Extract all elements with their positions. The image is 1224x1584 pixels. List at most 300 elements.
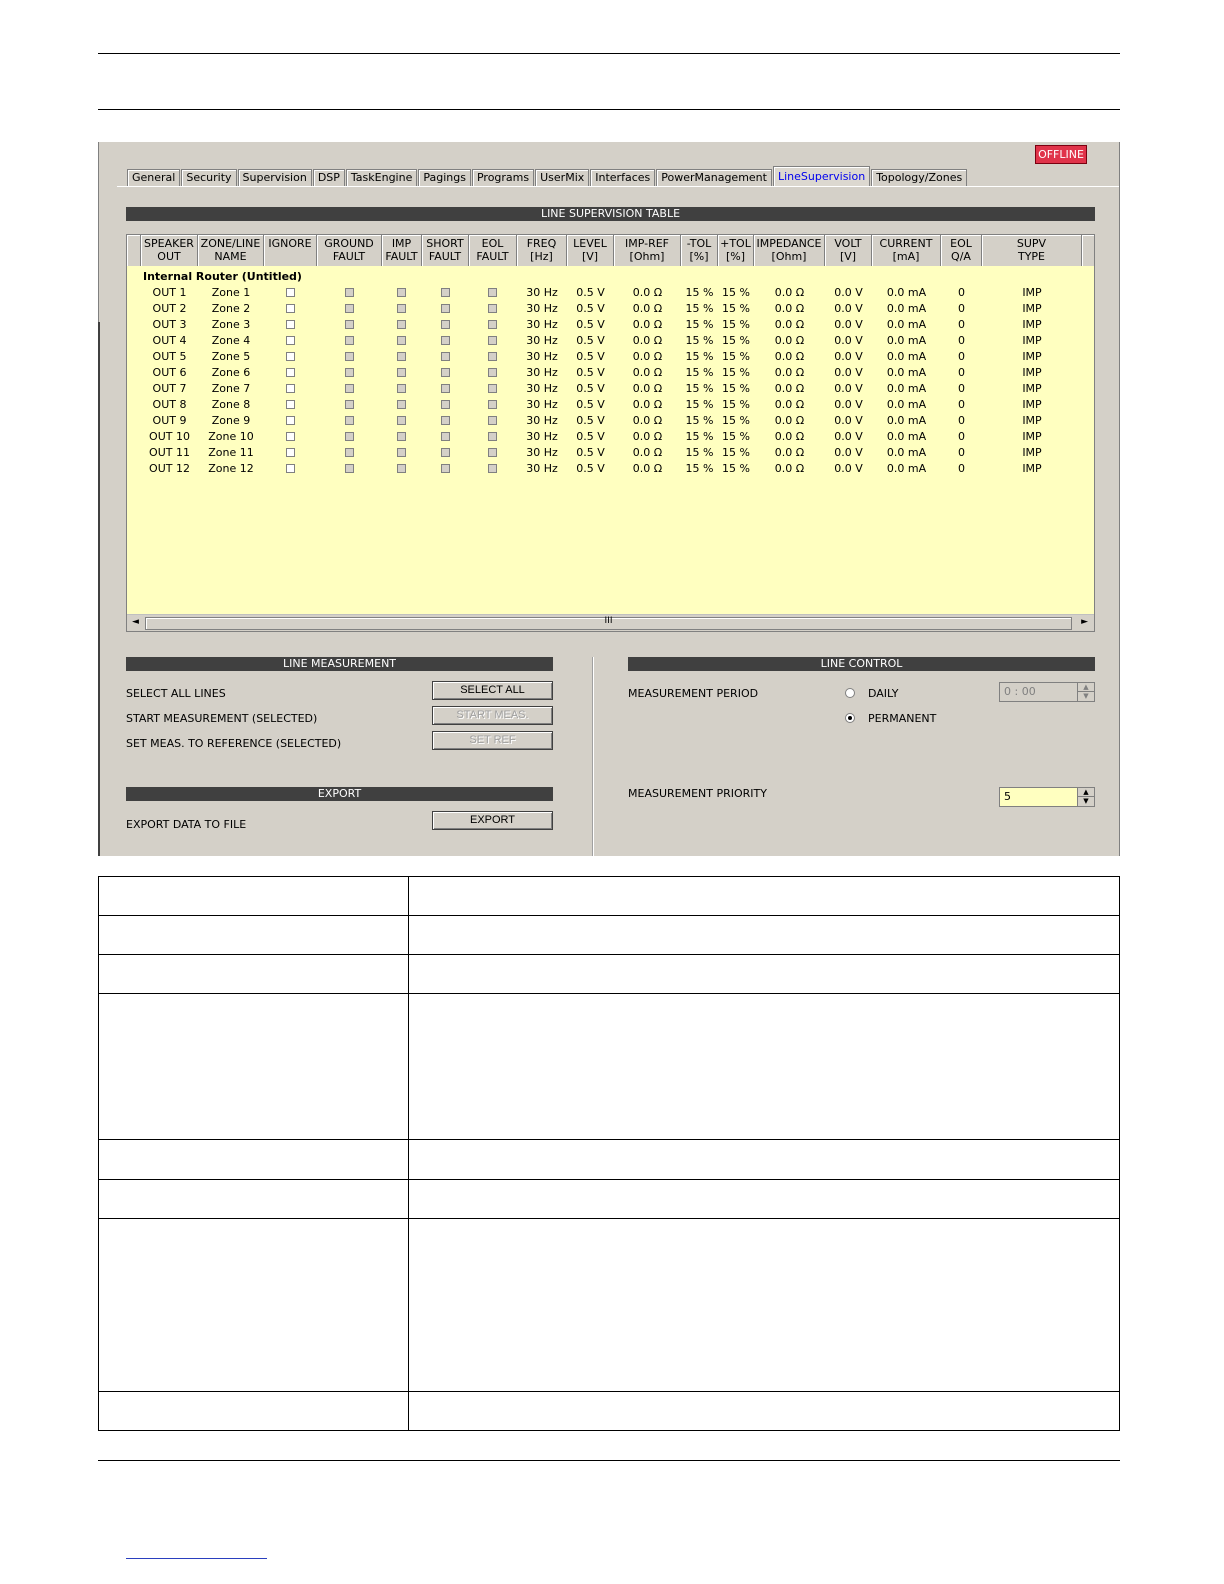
eol-qa-cell: 0 — [958, 430, 965, 443]
eol-qa-cell: 0 — [958, 350, 965, 363]
imp-ref-cell: 0.0 Ω — [632, 446, 663, 459]
tab-underline — [117, 186, 1119, 187]
tab-usermix[interactable]: UserMix — [535, 169, 589, 186]
doc-cell — [99, 916, 409, 955]
time-spin-buttons[interactable] — [1077, 683, 1094, 701]
level-cell: 0.5 V — [576, 302, 605, 315]
ignore-checkbox[interactable] — [286, 400, 295, 409]
eol-fault-checkbox — [488, 448, 497, 457]
volt-cell: 0.0 V — [834, 302, 863, 315]
export-title: EXPORT — [126, 787, 553, 801]
doc-cell — [99, 955, 409, 994]
short-fault-checkbox — [441, 368, 450, 377]
eol-fault-checkbox — [488, 384, 497, 393]
imp-fault-checkbox — [397, 352, 406, 361]
scroll-right-icon[interactable]: ► — [1081, 617, 1088, 627]
imp-ref-cell: 0.0 Ω — [632, 302, 663, 315]
freq-cell: 30 Hz — [526, 382, 558, 395]
column-header[interactable]: SUPV TYPE — [982, 235, 1082, 266]
short-fault-checkbox — [441, 448, 450, 457]
freq-cell: 30 Hz — [526, 446, 558, 459]
speaker-out-cell: OUT 3 — [152, 318, 187, 331]
tab-pagings[interactable]: Pagings — [418, 169, 471, 186]
table-row[interactable] — [127, 397, 1094, 413]
minus-tol-cell: 15 % — [685, 302, 714, 315]
imp-fault-checkbox — [397, 320, 406, 329]
imp-fault-checkbox — [397, 432, 406, 441]
minus-tol-cell: 15 % — [685, 286, 714, 299]
level-cell: 0.5 V — [576, 430, 605, 443]
table-row[interactable] — [127, 429, 1094, 445]
measurement-period-label: MEASUREMENT PERIOD — [628, 687, 759, 700]
column-header[interactable]: EOL Q/A — [941, 235, 982, 266]
doc-cell — [409, 955, 1120, 994]
level-cell: 0.5 V — [576, 350, 605, 363]
supv-type-cell: IMP — [1022, 398, 1042, 411]
speaker-out-cell: OUT 2 — [152, 302, 187, 315]
volt-cell: 0.0 V — [834, 414, 863, 427]
plus-tol-cell: 15 % — [722, 414, 750, 427]
imp-ref-cell: 0.0 Ω — [632, 430, 663, 443]
doc-row — [99, 994, 1120, 1140]
permanent-label: PERMANENT — [868, 712, 937, 725]
doc-cell — [409, 1392, 1120, 1431]
tab-dsp[interactable]: DSP — [313, 169, 345, 186]
top-rule-1 — [98, 53, 1120, 54]
zone-name-cell: Zone 5 — [211, 350, 251, 363]
imp-fault-checkbox — [397, 416, 406, 425]
impedance-cell: 0.0 Ω — [774, 462, 805, 475]
zone-name-cell: Zone 8 — [211, 398, 251, 411]
minus-tol-cell: 15 % — [685, 382, 714, 395]
impedance-cell: 0.0 Ω — [774, 286, 805, 299]
ground-fault-checkbox — [345, 416, 354, 425]
short-fault-checkbox — [441, 416, 450, 425]
freq-cell: 30 Hz — [526, 430, 558, 443]
daily-radio[interactable] — [845, 688, 855, 698]
freq-cell: 30 Hz — [526, 366, 558, 379]
doc-cell — [99, 1392, 409, 1431]
scrollbar-thumb[interactable] — [145, 617, 1072, 630]
tab-bar — [127, 169, 968, 187]
eol-fault-checkbox — [488, 464, 497, 473]
impedance-cell: 0.0 Ω — [774, 302, 805, 315]
documentation-table — [98, 876, 1120, 1431]
set-reference-label: SET MEAS. TO REFERENCE (SELECTED) — [126, 737, 342, 750]
ignore-checkbox[interactable] — [286, 432, 295, 441]
plus-tol-cell: 15 % — [722, 286, 750, 299]
daily-label: DAILY — [868, 687, 899, 700]
imp-ref-cell: 0.0 Ω — [632, 318, 663, 331]
spin-up-icon[interactable]: ▲ — [1078, 683, 1094, 692]
imp-fault-checkbox — [397, 336, 406, 345]
supv-type-cell: IMP — [1022, 366, 1042, 379]
scroll-grip: III — [604, 616, 613, 626]
plus-tol-cell: 15 % — [722, 334, 750, 347]
plus-tol-cell: 15 % — [722, 446, 750, 459]
priority-value: 5 — [1004, 790, 1011, 803]
volt-cell: 0.0 V — [834, 446, 863, 459]
short-fault-checkbox — [441, 288, 450, 297]
ignore-checkbox[interactable] — [286, 448, 295, 457]
table-row[interactable] — [127, 461, 1094, 477]
table-row[interactable] — [127, 365, 1094, 381]
eol-fault-checkbox — [488, 352, 497, 361]
freq-cell: 30 Hz — [526, 318, 558, 331]
router-group-label: Internal Router (Untitled) — [143, 270, 302, 283]
short-fault-checkbox — [441, 320, 450, 329]
level-cell: 0.5 V — [576, 446, 605, 459]
spin-up-icon[interactable]: ▲ — [1078, 788, 1094, 797]
table-row[interactable] — [127, 301, 1094, 317]
table-row[interactable] — [127, 381, 1094, 397]
freq-cell: 30 Hz — [526, 350, 558, 363]
impedance-cell: 0.0 Ω — [774, 414, 805, 427]
zone-name-cell: Zone 10 — [208, 430, 254, 443]
volt-cell: 0.0 V — [834, 334, 863, 347]
imp-ref-cell: 0.0 Ω — [632, 462, 663, 475]
column-header[interactable]: -TOL [%] — [681, 235, 718, 266]
freq-cell: 30 Hz — [526, 414, 558, 427]
current-cell: 0.0 mA — [886, 318, 927, 331]
speaker-out-cell: OUT 6 — [152, 366, 187, 379]
zone-name-cell: Zone 7 — [211, 382, 251, 395]
table-row[interactable] — [127, 333, 1094, 349]
ground-fault-checkbox — [345, 432, 354, 441]
ground-fault-checkbox — [345, 448, 354, 457]
tab-general[interactable]: General — [127, 169, 180, 186]
ground-fault-checkbox — [345, 400, 354, 409]
speaker-out-cell: OUT 4 — [152, 334, 187, 347]
impedance-cell: 0.0 Ω — [774, 366, 805, 379]
current-cell: 0.0 mA — [886, 430, 927, 443]
supv-type-cell: IMP — [1022, 334, 1042, 347]
current-cell: 0.0 mA — [886, 446, 927, 459]
zone-name-cell: Zone 12 — [208, 462, 254, 475]
current-cell: 0.0 mA — [886, 334, 927, 347]
supv-type-cell: IMP — [1022, 414, 1042, 427]
imp-ref-cell: 0.0 Ω — [632, 366, 663, 379]
volt-cell: 0.0 V — [834, 398, 863, 411]
ignore-checkbox[interactable] — [286, 352, 295, 361]
column-header[interactable]: IGNORE — [264, 235, 317, 266]
volt-cell: 0.0 V — [834, 430, 863, 443]
priority-spin-buttons[interactable] — [1077, 788, 1094, 806]
doc-cell — [99, 1140, 409, 1180]
minus-tol-cell: 15 % — [685, 334, 714, 347]
volt-cell: 0.0 V — [834, 462, 863, 475]
speaker-out-cell: OUT 12 — [149, 462, 190, 475]
impedance-cell: 0.0 Ω — [774, 350, 805, 363]
minus-tol-cell: 15 % — [685, 398, 714, 411]
table-row[interactable] — [127, 445, 1094, 461]
ignore-checkbox[interactable] — [286, 384, 295, 393]
short-fault-checkbox — [441, 304, 450, 313]
imp-ref-cell: 0.0 Ω — [632, 350, 663, 363]
speaker-out-cell: OUT 8 — [152, 398, 187, 411]
supv-type-cell: IMP — [1022, 318, 1042, 331]
export-button[interactable]: EXPORT — [432, 811, 553, 830]
level-cell: 0.5 V — [576, 462, 605, 475]
left-edge-mark — [98, 322, 100, 856]
eol-qa-cell: 0 — [958, 318, 965, 331]
short-fault-checkbox — [441, 336, 450, 345]
volt-cell: 0.0 V — [834, 286, 863, 299]
freq-cell: 30 Hz — [526, 334, 558, 347]
line-control-title: LINE CONTROL — [628, 657, 1095, 671]
column-header[interactable]: FREQ [Hz] — [517, 235, 567, 266]
set-reference-button[interactable]: SET REF — [432, 731, 553, 750]
supv-type-cell: IMP — [1022, 382, 1042, 395]
doc-row — [99, 1219, 1120, 1392]
volt-cell: 0.0 V — [834, 350, 863, 363]
eol-qa-cell: 0 — [958, 462, 965, 475]
table-row[interactable] — [127, 413, 1094, 429]
short-fault-checkbox — [441, 432, 450, 441]
period-time-value: 0 : 00 — [1004, 685, 1036, 698]
eol-fault-checkbox — [488, 320, 497, 329]
zone-name-cell: Zone 3 — [211, 318, 251, 331]
freq-cell: 30 Hz — [526, 286, 558, 299]
eol-fault-checkbox — [488, 432, 497, 441]
current-cell: 0.0 mA — [886, 398, 927, 411]
impedance-cell: 0.0 Ω — [774, 334, 805, 347]
select-all-lines-label: SELECT ALL LINES — [126, 687, 226, 700]
plus-tol-cell: 15 % — [722, 302, 750, 315]
plus-tol-cell: 15 % — [722, 462, 750, 475]
eol-fault-checkbox — [488, 416, 497, 425]
imp-fault-checkbox — [397, 288, 406, 297]
doc-cell — [409, 994, 1120, 1140]
doc-row — [99, 955, 1120, 994]
zone-name-cell: Zone 4 — [211, 334, 251, 347]
zone-name-cell: Zone 9 — [211, 414, 251, 427]
spin-down-icon[interactable]: ▼ — [1083, 692, 1089, 700]
column-header[interactable]: IMP-REF [Ohm] — [614, 235, 681, 266]
column-header[interactable]: SHORT FAULT — [422, 235, 469, 266]
volt-cell: 0.0 V — [834, 382, 863, 395]
supv-type-cell: IMP — [1022, 286, 1042, 299]
tab-topology-zones[interactable]: Topology/Zones — [871, 169, 967, 186]
tab-programs[interactable]: Programs — [472, 169, 534, 186]
header-filler — [1082, 235, 1095, 266]
speaker-out-cell: OUT 5 — [152, 350, 187, 363]
ignore-checkbox[interactable] — [286, 368, 295, 377]
minus-tol-cell: 15 % — [685, 366, 714, 379]
imp-ref-cell: 0.0 Ω — [632, 286, 663, 299]
spin-down-icon[interactable]: ▼ — [1083, 797, 1089, 805]
plus-tol-cell: 15 % — [722, 350, 750, 363]
column-header[interactable]: IMP FAULT — [382, 235, 422, 266]
supv-type-cell: IMP — [1022, 430, 1042, 443]
tab-powermanagement[interactable]: PowerManagement — [656, 169, 772, 186]
scroll-left-icon[interactable]: ◄ — [132, 617, 139, 627]
export-data-label: EXPORT DATA TO FILE — [126, 818, 247, 831]
minus-tol-cell: 15 % — [685, 462, 714, 475]
column-header[interactable]: IMPEDANCE [Ohm] — [754, 235, 825, 266]
current-cell: 0.0 mA — [886, 366, 927, 379]
imp-ref-cell: 0.0 Ω — [632, 414, 663, 427]
ignore-checkbox[interactable] — [286, 416, 295, 425]
eol-fault-checkbox — [488, 368, 497, 377]
freq-cell: 30 Hz — [526, 462, 558, 475]
supv-type-cell: IMP — [1022, 446, 1042, 459]
doc-cell — [99, 1219, 409, 1392]
column-header[interactable]: ZONE/LINE NAME — [198, 235, 264, 266]
volt-cell: 0.0 V — [834, 318, 863, 331]
ignore-checkbox[interactable] — [286, 464, 295, 473]
level-cell: 0.5 V — [576, 366, 605, 379]
supv-type-cell: IMP — [1022, 462, 1042, 475]
doc-cell — [409, 1180, 1120, 1219]
short-fault-checkbox — [441, 352, 450, 361]
impedance-cell: 0.0 Ω — [774, 446, 805, 459]
zone-name-cell: Zone 11 — [208, 446, 254, 459]
current-cell: 0.0 mA — [886, 302, 927, 315]
current-cell: 0.0 mA — [886, 350, 927, 363]
measurement-priority-label: MEASUREMENT PRIORITY — [628, 787, 767, 800]
eol-fault-checkbox — [488, 304, 497, 313]
plus-tol-cell: 15 % — [722, 430, 750, 443]
column-header[interactable]: GROUND FAULT — [317, 235, 382, 266]
tab-linesupervision[interactable]: LineSupervision — [773, 166, 870, 186]
period-time-spinner[interactable] — [999, 682, 1095, 702]
level-cell: 0.5 V — [576, 414, 605, 427]
impedance-cell: 0.0 Ω — [774, 398, 805, 411]
ground-fault-checkbox — [345, 368, 354, 377]
minus-tol-cell: 15 % — [685, 446, 714, 459]
speaker-out-cell: OUT 11 — [149, 446, 190, 459]
priority-spinner[interactable] — [999, 787, 1095, 807]
minus-tol-cell: 15 % — [685, 430, 714, 443]
horizontal-scrollbar[interactable] — [127, 614, 1094, 631]
ignore-checkbox[interactable] — [286, 304, 295, 313]
column-header[interactable]: LEVEL [V] — [567, 235, 614, 266]
ignore-checkbox[interactable] — [286, 288, 295, 297]
ground-fault-checkbox — [345, 384, 354, 393]
eol-qa-cell: 0 — [958, 382, 965, 395]
column-header[interactable]: VOLT [V] — [825, 235, 872, 266]
minus-tol-cell: 15 % — [685, 350, 714, 363]
column-header[interactable]: EOL FAULT — [469, 235, 517, 266]
status-badge: OFFLINE — [1035, 145, 1087, 164]
top-rule-2 — [98, 109, 1120, 110]
doc-cell — [99, 877, 409, 916]
imp-fault-checkbox — [397, 368, 406, 377]
column-header[interactable]: SPEAKER OUT — [141, 235, 198, 266]
speaker-out-cell: OUT 9 — [152, 414, 187, 427]
imp-fault-checkbox — [397, 400, 406, 409]
current-cell: 0.0 mA — [886, 286, 927, 299]
doc-cell — [409, 1140, 1120, 1180]
impedance-cell: 0.0 Ω — [774, 430, 805, 443]
column-header[interactable]: +TOL [%] — [718, 235, 754, 266]
eol-fault-checkbox — [488, 288, 497, 297]
eol-qa-cell: 0 — [958, 366, 965, 379]
level-cell: 0.5 V — [576, 286, 605, 299]
plus-tol-cell: 15 % — [722, 366, 750, 379]
line-measurement-title: LINE MEASUREMENT — [126, 657, 553, 671]
imp-ref-cell: 0.0 Ω — [632, 398, 663, 411]
ground-fault-checkbox — [345, 288, 354, 297]
impedance-cell: 0.0 Ω — [774, 318, 805, 331]
permanent-radio[interactable] — [845, 713, 855, 723]
doc-row — [99, 916, 1120, 955]
tab-taskengine[interactable]: TaskEngine — [346, 169, 417, 186]
speaker-out-cell: OUT 1 — [152, 286, 187, 299]
eol-qa-cell: 0 — [958, 334, 965, 347]
doc-row — [99, 1140, 1120, 1180]
plus-tol-cell: 15 % — [722, 398, 750, 411]
supervision-table[interactable] — [126, 234, 1095, 632]
imp-ref-cell: 0.0 Ω — [632, 382, 663, 395]
doc-cell — [409, 916, 1120, 955]
ground-fault-checkbox — [345, 320, 354, 329]
short-fault-checkbox — [441, 400, 450, 409]
header-corner — [127, 235, 141, 266]
eol-qa-cell: 0 — [958, 286, 965, 299]
short-fault-checkbox — [441, 384, 450, 393]
ground-fault-checkbox — [345, 464, 354, 473]
bottom-rule — [98, 1460, 1120, 1461]
column-header[interactable]: CURRENT [mA] — [872, 235, 941, 266]
eol-fault-checkbox — [488, 336, 497, 345]
zone-name-cell: Zone 6 — [211, 366, 251, 379]
line-supervision-window — [98, 142, 1120, 856]
eol-fault-checkbox — [488, 400, 497, 409]
imp-ref-cell: 0.0 Ω — [632, 334, 663, 347]
doc-row — [99, 877, 1120, 916]
short-fault-checkbox — [441, 464, 450, 473]
table-row[interactable] — [127, 349, 1094, 365]
speaker-out-cell: OUT 7 — [152, 382, 187, 395]
freq-cell: 30 Hz — [526, 398, 558, 411]
table-row[interactable] — [127, 285, 1094, 301]
panel-divider — [592, 657, 594, 856]
imp-fault-checkbox — [397, 448, 406, 457]
tab-supervision[interactable]: Supervision — [238, 169, 312, 186]
table-row[interactable] — [127, 317, 1094, 333]
imp-fault-checkbox — [397, 384, 406, 393]
zone-name-cell: Zone 1 — [211, 286, 251, 299]
supv-type-cell: IMP — [1022, 350, 1042, 363]
speaker-out-cell: OUT 10 — [149, 430, 190, 443]
imp-fault-checkbox — [397, 464, 406, 473]
tab-security[interactable]: Security — [181, 169, 236, 186]
minus-tol-cell: 15 % — [685, 318, 714, 331]
zone-name-cell: Zone 2 — [211, 302, 251, 315]
start-measurement-button[interactable]: START MEAS. — [432, 706, 553, 725]
doc-row — [99, 1392, 1120, 1431]
supervision-table-title: LINE SUPERVISION TABLE — [126, 207, 1095, 221]
ground-fault-checkbox — [345, 336, 354, 345]
ground-fault-checkbox — [345, 352, 354, 361]
plus-tol-cell: 15 % — [722, 382, 750, 395]
ignore-checkbox[interactable] — [286, 336, 295, 345]
volt-cell: 0.0 V — [834, 366, 863, 379]
eol-qa-cell: 0 — [958, 446, 965, 459]
eol-qa-cell: 0 — [958, 414, 965, 427]
tab-interfaces[interactable]: Interfaces — [590, 169, 655, 186]
level-cell: 0.5 V — [576, 334, 605, 347]
table-header — [127, 235, 1094, 266]
ignore-checkbox[interactable] — [286, 320, 295, 329]
current-cell: 0.0 mA — [886, 462, 927, 475]
footer-link-underline[interactable] — [126, 1558, 267, 1559]
doc-cell — [99, 1180, 409, 1219]
start-measurement-label: START MEASUREMENT (SELECTED) — [126, 712, 318, 725]
select-all-button[interactable]: SELECT ALL — [432, 681, 553, 700]
